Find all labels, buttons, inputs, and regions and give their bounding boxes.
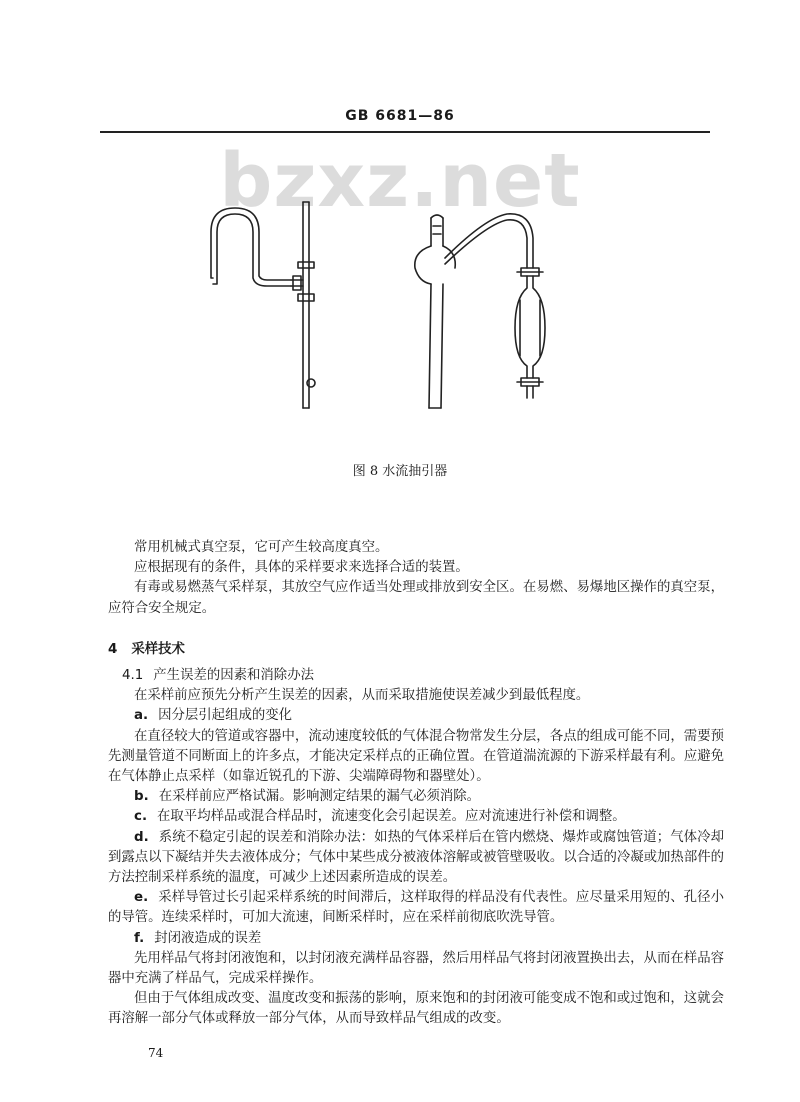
page-number: 74: [148, 1046, 164, 1060]
item-text: 采样导管过长引起采样系统的时间滞后，这样取得的样品没有代表性。应尽量采用短的、孔径小的导管。连续采样时，可加大流速，间断采样时，应在采样前彻底吹洗导管。: [108, 890, 724, 926]
section-heading: [108, 639, 724, 660]
section-number: 4: [108, 641, 118, 657]
item-label: f.: [134, 930, 145, 946]
section-title: 采样技术: [131, 640, 185, 657]
subsection-number: 4.1: [122, 668, 144, 684]
item-c: [108, 807, 724, 827]
item-label: b.: [134, 789, 149, 805]
header-rule: [100, 131, 710, 133]
subsection-title: 产生误差的因素和消除办法: [153, 668, 314, 684]
item-f-detail-2: 但由于气体组成改变、温度改变和振荡的影响，原来饱和的封闭液可能变成不饱和或过饱和，这就会再溶解一部分气体或释放一部分气体，从而导致样品气组成的改变。: [108, 991, 724, 1027]
intro-paragraph-1: 常用机械式真空泵，它可产生较高度真空。: [134, 540, 389, 555]
item-a-detail: 在直径较大的管道或容器中，流动速度较低的气体混合物常发生分层，各点的组成可能不同，需要预先测量管道不同断面上的许多点，才能决定采样点的正确位置。在管道湍流源的下游采样最有利。应避免在气体静止点采样（如靠近锐孔的下游、尖端障碍物和器壁处）。: [108, 728, 724, 785]
watermark: bzxz.net: [219, 138, 581, 224]
item-d: [108, 828, 724, 889]
item-text: 在取平均样品或混合样品时，流速变化会引起误差。应对流速进行补偿和调整。: [157, 809, 626, 825]
item-f-detail-1: 先用样品气将封闭液饱和，以封闭液充满样品容器，然后用样品气将封闭液置换出去，从而在样品容器中充满了样品气，完成采样操作。: [108, 950, 724, 987]
item-a: [108, 706, 724, 726]
item-label: d.: [134, 829, 149, 845]
item-label: e.: [134, 890, 149, 906]
intro-paragraph-3: 有毒或易燃蒸气采样泵，其放空气应作适当处理或排放到安全区。在易燃、易爆地区操作的真空泵，应符合安全规定。: [108, 580, 724, 616]
item-text: 在采样前应严格试漏。影响测定结果的漏气必须消除。: [158, 789, 481, 805]
item-f: [108, 929, 724, 949]
page-header-standard-code: GB 6681—86: [345, 108, 455, 124]
item-label: a.: [134, 708, 149, 724]
item-b: [108, 787, 724, 807]
item-e: [108, 888, 724, 928]
intro-paragraph-2: 应根据现有的条件，具体的采样要求来选择合适的装置。: [134, 560, 469, 576]
item-text: 封闭液造成的误差: [154, 930, 262, 946]
subsection-intro: 在采样前应预先分析产生误差的因素，从而采取措施使误差减少到最低程度。: [134, 688, 590, 704]
item-label: c.: [134, 809, 148, 825]
document-body: [108, 538, 724, 1030]
item-text: 因分层引起组成的变化: [158, 708, 293, 724]
figure-8-water-aspirator-drawing: [195, 198, 605, 428]
subsection-heading: [108, 666, 724, 686]
figure-caption: 图 8 水流抽引器: [352, 464, 448, 479]
item-text: 系统不稳定引起的误差和消除办法：如热的气体采样后在管内燃烧、爆炸或腐蚀管道；气体冷却到露点以下凝结并失去液体成分；气体中某些成分被液体溶解或被管壁吸收。以合适的冷凝或加热部件的方法控制采样系统的温度，可减少上述因素所造成的误差。: [108, 829, 724, 886]
